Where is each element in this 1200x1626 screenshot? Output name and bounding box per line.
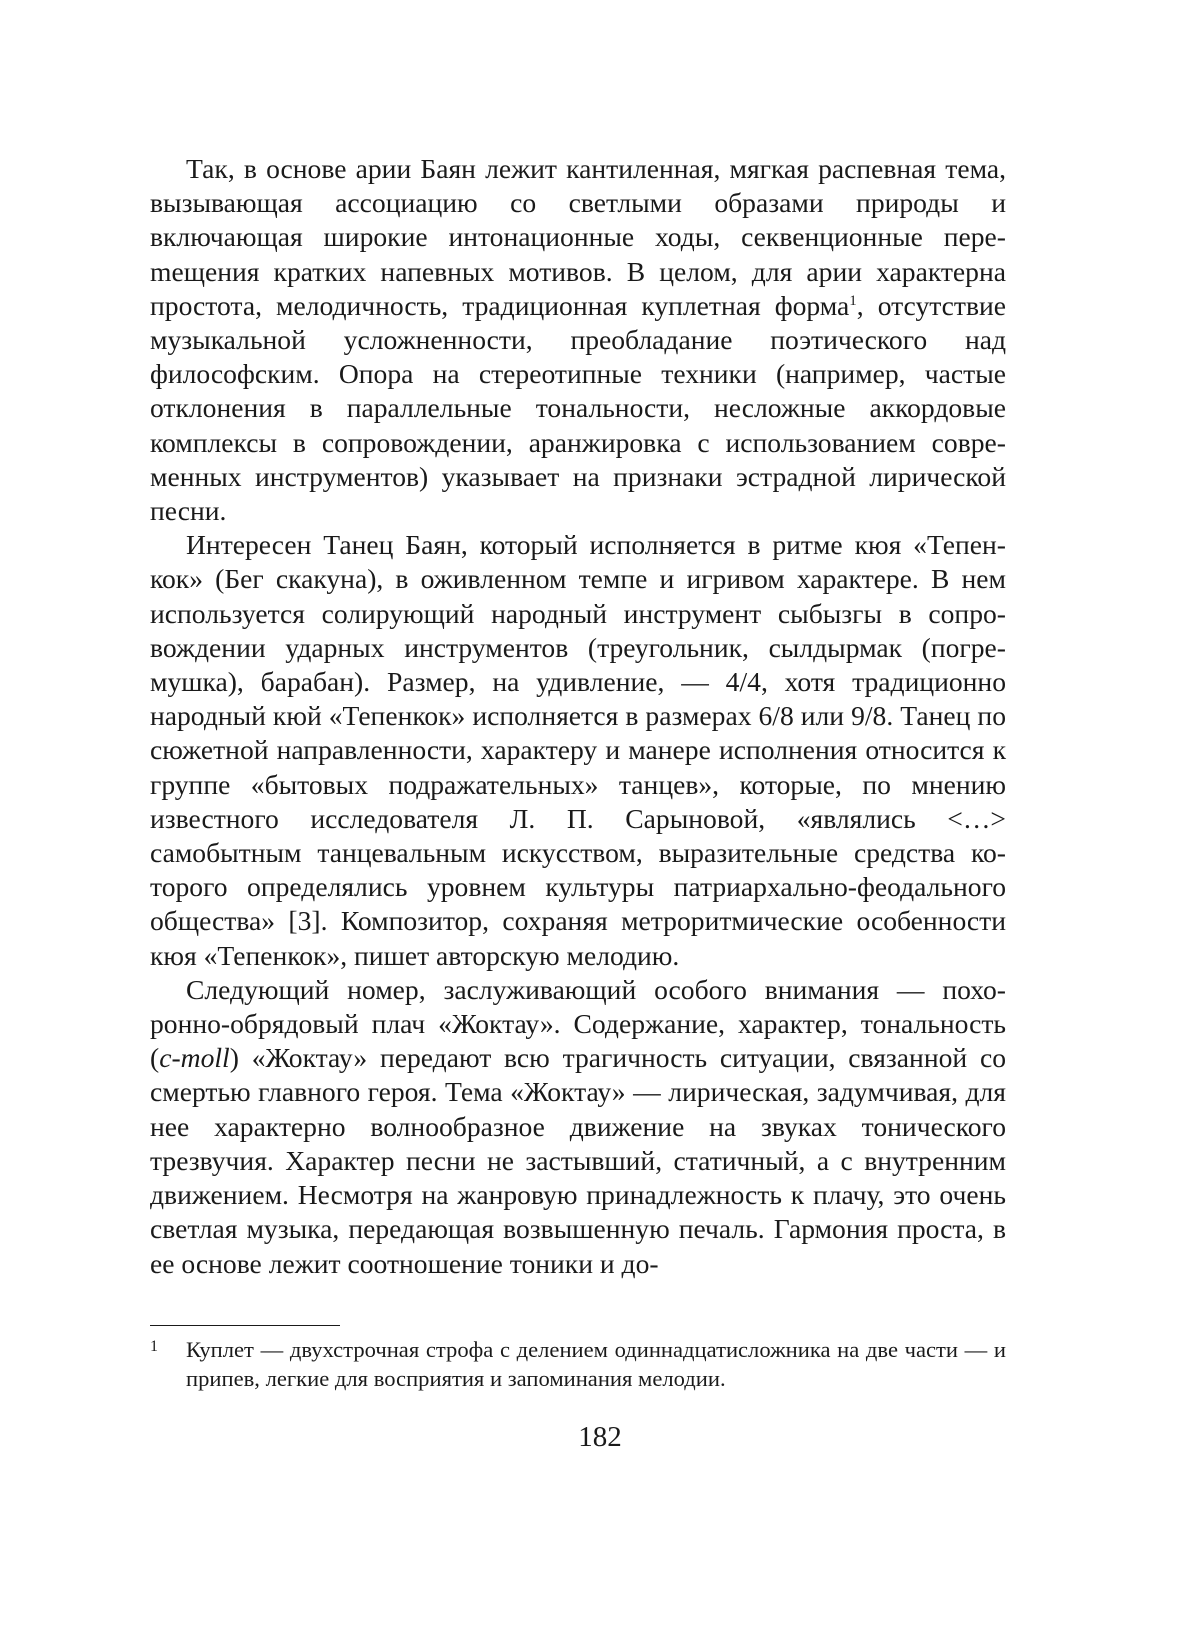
footnote-divider: [150, 1325, 340, 1326]
footnote-mark: 1: [150, 1333, 158, 1362]
footnote: [150, 1336, 1006, 1393]
paragraph-zhoktau-text-start: Следующий номер, заслуживающий особого внимания — похо­ронно-обрядовый плач «Жоктау». Содержание, характер, тональ­ность (: [150, 974, 1006, 1073]
paragraph-zhoktau-text-end: ) «Жоктау» передают всю трагичность ситуации, свя­занной со смертью главного героя. Тема «Жоктау» — лирическая, задумчивая, для нее характерно волнообразное движение на звуках тонического трезвучия. Характер песни не застывший, статичный, а с внутренним движением. Несмотря на жанровую принадлежность к плачу, это очень светлая музыка, передающая возвышенную пе­чаль. Гармония проста, в ее основе лежит соотношение тоники и до-: [150, 1042, 1006, 1278]
footnote-reference[interactable]: 1: [849, 293, 857, 309]
paragraph-aria-bayan-text-start: Так, в основе арии Баян лежит кантиленная, мягкая распевная тема, вызывающая ассоциацию со светлыми образами природы и включающая широкие интонационные ходы, секвенционные пере­mещения кратких напевных мотивов. В целом, для арии характерна простота, мелодичность, традиционная куплетная форма: [150, 153, 1006, 321]
tonality-italic: c-moll: [159, 1042, 230, 1073]
footnote-text: Куплет — двухстрочная строфа с делением одиннадцатисложника на две части — и припев, легкие для восприятия и запоминания мелодии.: [186, 1336, 1006, 1393]
paragraph-aria-bayan-text-end: , отсут­ствие музыкальной усложненности, преобладание поэтического над философским. Опора на стереотипные техники (например, частые отклонения в параллельные тональности, несложные аккордовые комплексы в сопровождении, аранжировка с использованием совре­менных инструментов) указывает на признаки эстрадной лирической песни.: [150, 290, 1006, 526]
page-number: 182: [0, 1420, 1200, 1454]
main-text: [150, 152, 1006, 1281]
paragraph-aria-bayan: [150, 152, 1006, 528]
paragraph-zhoktau: [150, 973, 1006, 1281]
paragraph-dance-bayan: Интересен Танец Баян, который исполняется в ритме кюя «Тепен­кок» (Бег скакуна), в оживленном темпе и игривом характере. В нем используется солирующий народный инструмент сыбызгы в сопро­вождении ударных инструментов (треугольник, сылдырмак (погре­мушка), барабан). Размер, на удивление, — 4/4, хотя традиционно народный кюй «Тепенкок» исполняется в размерах 6/8 или 9/8. Танец по сюжетной направленности, характеру и манере исполнения от­носится к группе «бытовых подражательных» танцев», которые, по мнению известного исследователя Л. П. Сарыновой, «являлись <…> самобытным танцевальным искусством, выразительные средства ко­торого определялись уровнем культуры патриархально-феодального общества» [3]. Композитор, сохраняя метроритмические особенно­сти кюя «Тепенкок», пишет авторскую мелодию.: [150, 528, 1006, 973]
